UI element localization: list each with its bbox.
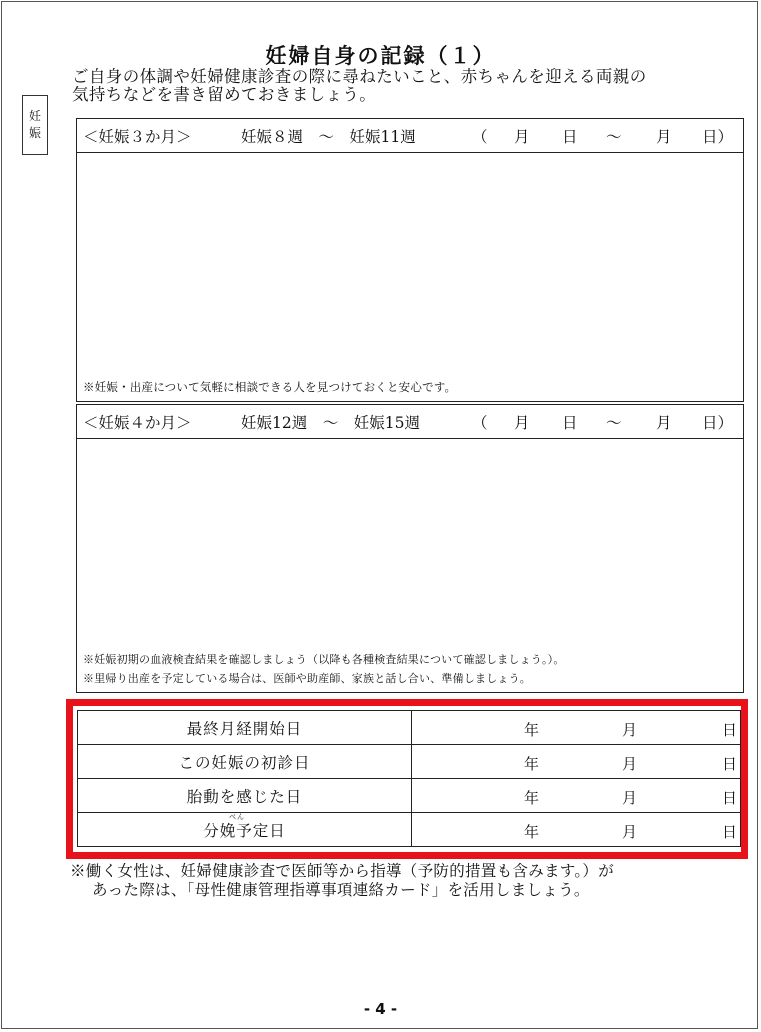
- side-tab-char-2: 娠: [28, 126, 41, 140]
- table-row: [78, 813, 741, 847]
- footer-note: [70, 862, 760, 900]
- note-line: ※妊娠・出産について気軽に相談できる人を見つけておくと安心です。: [83, 380, 457, 394]
- day-unit: 日: [722, 823, 738, 841]
- month-unit: 月: [622, 721, 638, 739]
- page-number: - 4 -: [363, 1000, 398, 1018]
- intro-line-1: ご自身の体調や妊婦健康診査の際に尋ねたいこと、赤ちゃんを迎える両親の: [72, 67, 647, 86]
- month-2: 月: [656, 413, 672, 432]
- row-label: 分娩予定日: [203, 821, 286, 840]
- paren-open: （: [472, 127, 488, 146]
- month-unit: 月: [622, 789, 638, 807]
- month-1: 月: [514, 127, 530, 146]
- intro-text: [72, 68, 752, 104]
- footer-note-line-2: あった際は、「母性健康管理指導事項連絡カード」を活用しましょう。: [92, 881, 590, 899]
- record-box-month-3: [76, 118, 744, 402]
- day-1: 日: [562, 413, 578, 432]
- day-unit: 日: [722, 721, 738, 739]
- date-entry-cell[interactable]: [412, 813, 741, 847]
- note-line-1: ※妊娠初期の血液検査結果を確認しましょう（以降も各種検査結果について確認しましょう。）。: [83, 653, 565, 666]
- row-label: 胎動を感じた日: [78, 779, 412, 813]
- intro-line-2: 気持ちなどを書き留めておきましょう。: [72, 85, 377, 104]
- weeks-label: 妊娠８週 ～ 妊娠11週: [241, 127, 416, 146]
- year-unit: 年: [524, 823, 540, 841]
- tilde: ～: [606, 127, 622, 146]
- period-label: ＜妊娠３か月＞: [83, 127, 192, 146]
- day-2: 日）: [702, 413, 734, 432]
- month-2: 月: [656, 127, 672, 146]
- record-writing-area[interactable]: [77, 439, 743, 691]
- ruby-text: べん: [229, 813, 245, 821]
- row-label: この妊娠の初診日: [78, 745, 412, 779]
- month-unit: 月: [622, 823, 638, 841]
- footer-note-line-1: ※働く女性は、妊婦健康診査で医師等から指導（予防的措置も含みます。）が: [70, 862, 615, 880]
- day-2: 日）: [702, 127, 734, 146]
- side-tab-pregnancy: [22, 95, 48, 155]
- table-row: [78, 711, 741, 745]
- row-label: 最終月経開始日: [78, 711, 412, 745]
- year-unit: 年: [524, 789, 540, 807]
- dates-table: [77, 710, 741, 847]
- date-entry-cell[interactable]: [412, 745, 741, 779]
- tilde: ～: [606, 413, 622, 432]
- side-tab-char-1: 妊: [28, 109, 41, 123]
- page-title: 妊婦自身の記録（１）: [265, 44, 496, 68]
- row-label-cell: [78, 813, 412, 847]
- note-line-2: ※里帰り出産を予定している場合は、医師や助産師、家族と話し合い、準備しましょう。: [83, 672, 531, 685]
- day-unit: 日: [722, 789, 738, 807]
- date-entry-cell[interactable]: [412, 779, 741, 813]
- record-box-month-4: [76, 404, 744, 693]
- date-entry-cell[interactable]: [412, 711, 741, 745]
- paren-open: （: [472, 413, 488, 432]
- record-writing-area[interactable]: [77, 153, 743, 400]
- day-unit: 日: [722, 755, 738, 773]
- day-1: 日: [562, 127, 578, 146]
- period-label: ＜妊娠４か月＞: [83, 413, 192, 432]
- weeks-label: 妊娠12週 ～ 妊娠15週: [241, 413, 420, 432]
- record-box-header: [77, 405, 743, 439]
- table-row: [78, 745, 741, 779]
- table-row: [78, 779, 741, 813]
- month-unit: 月: [622, 755, 638, 773]
- month-1: 月: [514, 413, 530, 432]
- year-unit: 年: [524, 721, 540, 739]
- year-unit: 年: [524, 755, 540, 773]
- record-box-header: [77, 119, 743, 153]
